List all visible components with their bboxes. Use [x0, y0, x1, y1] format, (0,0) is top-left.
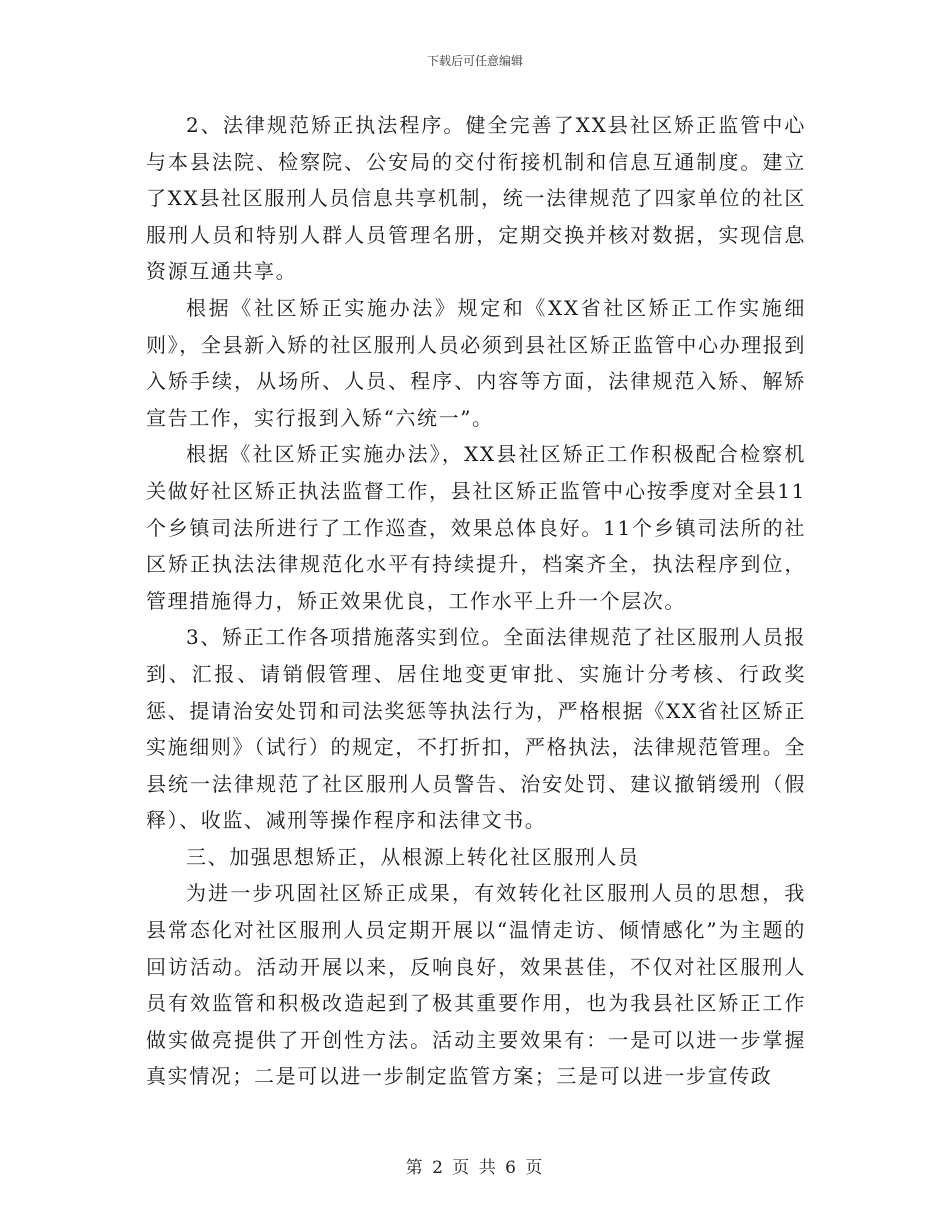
paragraph-legal-procedure: 2、法律规范矫正执法程序。健全完善了XX县社区矫正监管中心与本县法院、检察院、公安局的交付衔接机制和信息互通制度。建立了XX县社区服刑人员信息共享机制，统一法律规范了四家单位的社区服刑人员和特别人群人员管理名册，定期交换并核对数据，实现信息资源互通共享。 — [146, 113, 806, 284]
document-body — [146, 107, 806, 1095]
section-heading: 三、加强思想矫正，从根源上转化社区服刑人员 — [186, 844, 640, 869]
page-number: 第 2 页 共 6 页 — [405, 1158, 545, 1178]
paragraph-follow-up-visits: 为进一步巩固社区矫正成果，有效转化社区服刑人员的思想，我县常态化对社区服刑人员定期开展以“温情走访、倾情感化”为主题的回访活动。活动开展以来，反响良好，效果甚佳，不仅对社区服刑人员有效监管和积极改造起到了极其重要作用，也为我县社区矫正工作做实做亮提供了开创性方法。活动主要效果有：一是可以进一步掌握真实情况；二是可以进一步制定监管方案；三是可以进一步宣传政 — [146, 881, 806, 1089]
paragraph-enrollment-rules: 根据《社区矫正实施办法》规定和《XX省社区矫正工作实施细则》，全县新入矫的社区服刑人员必须到县社区矫正监管中心办理报到入矫手续，从场所、人员、程序、内容等方面，法律规范入矫、解矫宣告工作，实行报到入矫“六统一”。 — [146, 295, 806, 430]
paragraph-supervision: 根据《社区矫正实施办法》，XX县社区矫正工作积极配合检察机关做好社区矫正执法监督工作，县社区矫正监管中心按季度对全县11个乡镇司法所进行了工作巡查，效果总体良好。11个乡镇司法所的社区矫正执法法律规范化水平有持续提升，档案齐全，执法程序到位，管理措施得力，矫正效果优良，工作水平上升一个层次。 — [146, 442, 806, 613]
page-header-note: 下载后可任意编辑 — [426, 54, 523, 68]
paragraph-measures: 3、矫正工作各项措施落实到位。全面法律规范了社区服刑人员报到、汇报、请销假管理、居住地变更审批、实施计分考核、行政奖惩、提请治安处罚和司法奖惩等执法行为，严格根据《XX省社区矫正实施细则》（试行）的规定，不打折扣，严格执法，法律规范管理。全县统一法律规范了社区服刑人员警告、治安处罚、建议撤销缓刑（假释）、收监、减刑等操作程序和法律文书。 — [146, 625, 806, 833]
